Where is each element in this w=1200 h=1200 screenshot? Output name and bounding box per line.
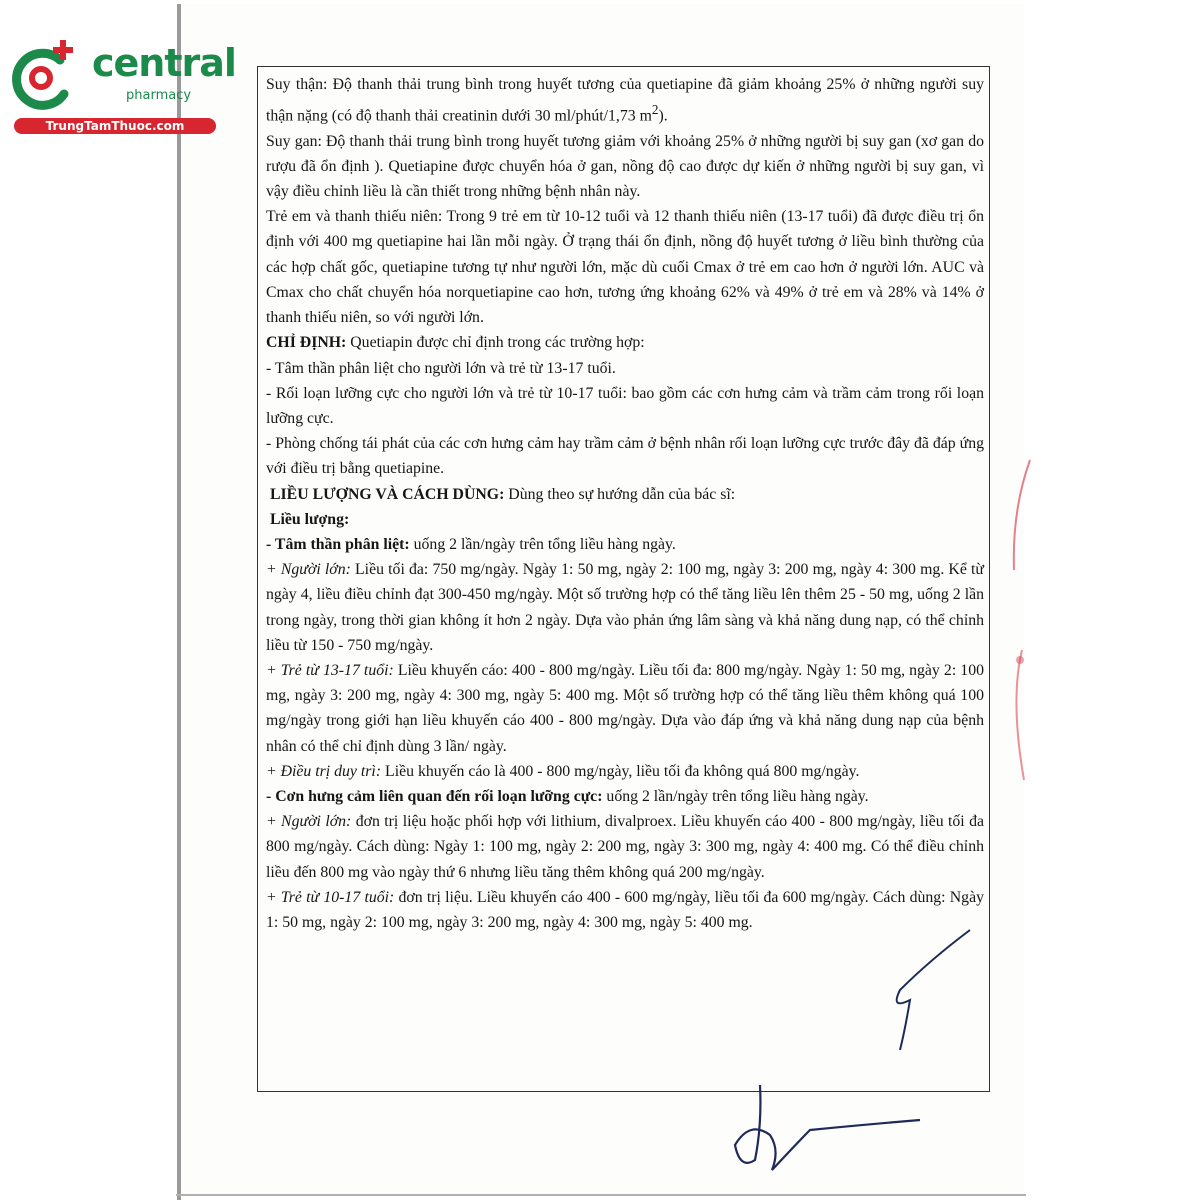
dose-teen-schizophrenia: + Trẻ từ 13-17 tuổi: Liều khuyến cáo: 400 - 800 mg/ngày. Liều tối đa: 800 mg/ngày. Ngày 1: 50 mg, ngày 2: 100 mg, ngày 3: 200 mg, ngày 4: 300 mg, ngày 5: 400 mg. Một số trường hợp có thể tăng liều thêm không quá 100 mg/ngày trong giới hạn liều khuyến cáo 400 - 800 mg/ngày. Dựa vào đáp ứng và khả năng dung nạp của bệnh nhân có thể chỉ định dùng 3 lần/ ngày. xyxy=(266,661,984,755)
logo-site-badge: TrungTamThuoc.com xyxy=(14,118,216,134)
section-dosage: LIỀU LƯỢNG VÀ CÁCH DÙNG: Dùng theo sự hướng dẫn của bác sĩ: xyxy=(270,485,736,503)
red-stamp-partial xyxy=(1002,450,1032,790)
indication-item: - Phòng chống tái phát của các cơn hưng cảm hay trầm cảm ở bệnh nhân rối loạn lưỡng cực trước đây đã đáp ứng với điều trị bằng quetiapine. xyxy=(266,435,984,478)
document-body xyxy=(266,72,984,935)
logo-sub-text: pharmacy xyxy=(126,88,192,103)
scan-edge-left xyxy=(177,4,181,1200)
paragraph-kidney: Suy thận: Độ thanh thải trung bình trong huyết tương của quetiapine đã giảm khoảng 25% ở những người suy thận nặng (có độ thanh thải creatinin dưới 30 ml/phút/1,73 $m^2$). xyxy=(266,76,984,125)
indication-item: - Tâm thần phân liệt cho người lớn và trẻ từ 13-17 tuổi. xyxy=(266,359,616,377)
dose-adult-schizophrenia: + Người lớn: Liều tối đa: 750 mg/ngày. Ngày 1: 50 mg, ngày 2: 100 mg, ngày 3: 200 mg, ngày 4: 300 mg. Kể từ ngày 4, liều điều chỉnh đạt 300-450 mg/ngày. Một số trường hợp có thể tăng liều lên thêm 25 - 50 mg, uống 2 lần trong ngày, trong thời gian không ít hơn 2 ngày. Dựa vào phản ứng lâm sàng và khả năng dung nạp, có thể chỉnh liều từ 150 - 750 mg/ngày. xyxy=(266,561,984,654)
paragraph-liver: Suy gan: Độ thanh thải trung bình trong huyết tương giảm với khoảng 25% ở những người bị suy gan (xơ gan do rượu đã ổn định ). Quetiapine được chuyển hóa ở gan, nồng độ cao được dự kiến ở những người bị suy gan, vì vậy điều chỉnh liều là cần thiết trong những bệnh nhân này. xyxy=(266,132,984,201)
indication-heading: CHỈ ĐỊNH: xyxy=(266,334,347,352)
schizophrenia-heading: - Tâm thần phân liệt: uống 2 lần/ngày trên tổng liều hàng ngày. xyxy=(266,535,676,553)
dosage-subheading: Liều lượng: xyxy=(270,510,350,528)
dosage-heading: LIỀU LƯỢNG VÀ CÁCH DÙNG: xyxy=(270,485,505,503)
section-indication: CHỈ ĐỊNH: Quetiapin được chỉ định trong các trường hợp: xyxy=(266,334,645,352)
scan-edge-bottom xyxy=(176,1194,1026,1196)
pharmacy-cross-logo-icon xyxy=(8,38,88,118)
dose-adult-mania: + Người lớn: đơn trị liệu hoặc phối hợp với lithium, divalproex. Liều khuyến cáo 400 - 800 mg/ngày, liều tối đa 800 mg/ngày. Cách dùng: Ngày 1: 100 mg, ngày 2: 200 mg, ngày 3: 300 mg, ngày 4: 400 mg. Có thể điều chỉnh liều đến 800 mg vào ngày thứ 6 nhưng liều tăng thêm không quá 200 mg/ngày. xyxy=(266,813,984,881)
paragraph-children: Trẻ em và thanh thiếu niên: Trong 9 trẻ em từ 10-12 tuổi và 12 thanh thiếu niên (13-17 tuổi) đã được điều trị ổn định với 400 mg quetiapine hai lần mỗi ngày. Ở trạng thái ổn định, nồng độ huyết tương ở liều bình thường của các hợp chất gốc, quetiapine tương tự như người lớn, mặc dù cuối Cmax ở trẻ em cao hơn ở người lớn. AUC và Cmax cho chất chuyển hóa norquetiapine cao hơn, tương ứng khoảng 62% và 49% ở trẻ em và 28% và 14% ở thanh thiếu niên, so với người lớn. xyxy=(266,208,984,327)
handwritten-signature xyxy=(700,920,1000,1180)
dose-maintenance: + Điều trị duy trì: Liều khuyến cáo là 400 - 800 mg/ngày, liều tối đa không quá 800 mg/ngày. xyxy=(266,762,860,780)
central-pharmacy-logo xyxy=(8,38,236,138)
dose-child-mania: + Trẻ từ 10-17 tuổi: đơn trị liệu. Liều khuyến cáo 400 - 600 mg/ngày, liều tối đa 600 mg/ngày. Cách dùng: Ngày 1: 50 mg, ngày 2: 100 mg, ngày 3: 200 mg, ngày 4: 300 mg, ngày 5: 400 mg. xyxy=(266,888,984,931)
mania-heading: - Cơn hưng cảm liên quan đến rối loạn lưỡng cực: uống 2 lần/ngày trên tổng liều hàng ngày. xyxy=(266,787,869,805)
indication-item: - Rối loạn lưỡng cực cho người lớn và trẻ từ 10-17 tuổi: bao gồm các cơn hưng cảm và trầm cảm trong rối loạn lưỡng cực. xyxy=(266,384,984,427)
logo-brand-text: central xyxy=(92,41,236,85)
